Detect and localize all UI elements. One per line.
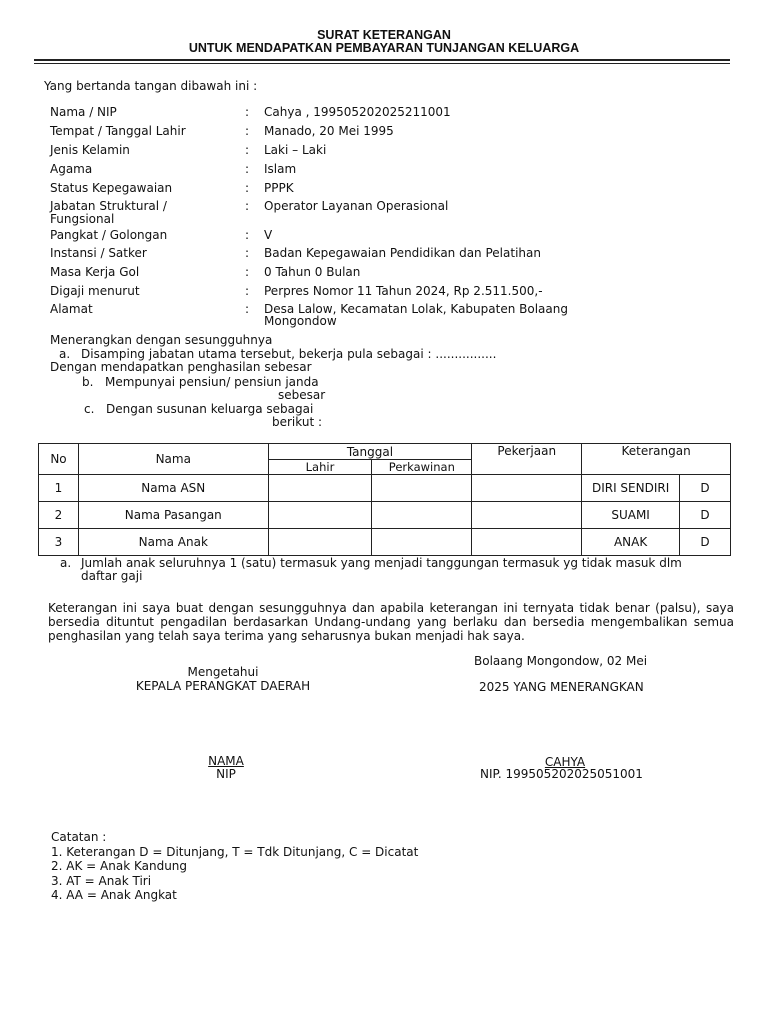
cell-no: 2 <box>39 502 79 529</box>
note-item: 4. AA = Anak Angkat <box>51 888 177 902</box>
cell-nama: Nama ASN <box>78 475 268 502</box>
statement-c-text-cont: berikut : <box>272 415 323 429</box>
signature-right-title: 2025 YANG MENERANGKAN <box>479 680 644 694</box>
cell-no: 1 <box>39 475 79 502</box>
header-rule-thick <box>34 59 730 61</box>
cell-kode: D <box>680 475 731 502</box>
field-label-masa-kerja: Masa Kerja Gol <box>50 265 140 279</box>
header-lahir: Lahir <box>268 460 372 475</box>
field-colon: : <box>245 265 250 279</box>
note-a-line1: Jumlah anak seluruhnya 1 (satu) termasuk yang menjadi tanggungan termasuk yg tidak masuk dlm <box>81 556 682 570</box>
statement-a-text: Disamping jabatan utama tersebut, bekerja pula sebagai : ................ <box>81 347 497 361</box>
note-item: 2. AK = Anak Kandung <box>51 859 188 873</box>
field-value-masa-kerja: 0 Tahun 0 Bulan <box>264 265 361 279</box>
field-label-jabatan: Jabatan Struktural / <box>50 199 167 213</box>
statement-c-text: Dengan susunan keluarga sebagai <box>106 402 314 416</box>
signature-right-name: CAHYA <box>544 755 586 769</box>
field-colon: : <box>245 181 250 195</box>
cell-kode: D <box>680 529 731 556</box>
field-colon: : <box>245 162 250 176</box>
field-value-digaji: Perpres Nomor 11 Tahun 2024, Rp 2.511.500,- <box>264 284 543 298</box>
document-subtitle: UNTUK MENDAPATKAN PEMBAYARAN TUNJANGAN KELUARGA <box>188 41 580 55</box>
header-tanggal: Tanggal <box>268 444 472 460</box>
field-value-agama: Islam <box>264 162 297 176</box>
cell-perkawinan <box>372 529 472 556</box>
statement-b-text-cont: sebesar <box>278 388 326 402</box>
signature-right-nip: NIP. 199505202025051001 <box>480 767 643 781</box>
header-rule-thin <box>34 63 730 64</box>
field-value-jenis-kelamin: Laki – Laki <box>264 143 327 157</box>
header-pekerjaan: Pekerjaan <box>472 444 582 475</box>
table-row <box>39 475 731 502</box>
field-colon: : <box>245 105 250 119</box>
field-value-jabatan: Operator Layanan Operasional <box>264 199 449 213</box>
header-no: No <box>39 444 79 475</box>
field-label-jenis-kelamin: Jenis Kelamin <box>50 143 130 157</box>
statement-a-marker: a. <box>59 347 71 361</box>
field-label-jabatan-cont: Fungsional <box>50 212 115 226</box>
header-keterangan: Keterangan <box>582 444 731 475</box>
field-colon: : <box>245 228 250 242</box>
signature-left-name: NAMA <box>208 754 244 768</box>
signature-place-date: Bolaang Mongondow, 02 Mei <box>474 654 648 668</box>
field-value-ttl: Manado, 20 Mei 1995 <box>264 124 394 138</box>
field-label-nama-nip: Nama / NIP <box>50 105 117 119</box>
field-value-status: PPPK <box>264 181 294 195</box>
cell-nama: Nama Anak <box>78 529 268 556</box>
header-perkawinan: Perkawinan <box>372 460 472 475</box>
table-row <box>39 502 731 529</box>
field-colon: : <box>245 284 250 298</box>
signature-left-title: KEPALA PERANGKAT DAERAH <box>135 679 311 693</box>
statement-b-marker: b. <box>82 375 94 389</box>
cell-keterangan: SUAMI <box>582 502 680 529</box>
note-item: 3. AT = Anak Tiri <box>51 874 152 888</box>
field-label-digaji: Digaji menurut <box>50 284 140 298</box>
family-table <box>38 443 731 556</box>
field-label-pangkat: Pangkat / Golongan <box>50 228 168 242</box>
field-colon: : <box>245 302 250 316</box>
field-value-instansi: Badan Kepegawaian Pendidikan dan Pelatihan <box>264 246 541 260</box>
header-nama: Nama <box>78 444 268 475</box>
intro-text: Yang bertanda tangan dibawah ini : <box>44 79 258 93</box>
field-colon: : <box>245 124 250 138</box>
notes-title: Catatan : <box>51 830 107 844</box>
field-colon: : <box>245 143 250 157</box>
statement-b-text: Mempunyai pensiun/ pensiun janda <box>105 375 319 389</box>
statement-line1: Menerangkan dengan sesungguhnya <box>50 333 273 347</box>
cell-kode: D <box>680 502 731 529</box>
field-label-ttl: Tempat / Tanggal Lahir <box>50 124 186 138</box>
signature-left-nip: NIP <box>216 767 236 781</box>
cell-lahir <box>268 529 372 556</box>
document-title: SURAT KETERANGAN <box>317 28 451 42</box>
cell-keterangan: ANAK <box>582 529 680 556</box>
declaration-paragraph: Keterangan ini saya buat dengan sesungguhnya dan apabila keterangan ini ternyata tidak benar (palsu), saya bersedia dituntut pengadilan berdasarkan Undang-undang yang berlaku dan bersedia mengembalikan semua penghasilan yang telah saya terima yang seharusnya bukan menjadi hak saya. <box>48 601 734 643</box>
cell-pekerjaan <box>472 475 582 502</box>
field-value-nama-nip: Cahya , 199505202025211001 <box>264 105 451 119</box>
cell-pekerjaan <box>472 502 582 529</box>
field-colon: : <box>245 246 250 260</box>
field-label-agama: Agama <box>50 162 93 176</box>
cell-lahir <box>268 502 372 529</box>
cell-nama: Nama Pasangan <box>78 502 268 529</box>
table-row <box>39 529 731 556</box>
cell-perkawinan <box>372 502 472 529</box>
statement-line2: Dengan mendapatkan penghasilan sebesar <box>50 360 312 374</box>
cell-lahir <box>268 475 372 502</box>
field-value-alamat-cont: Mongondow <box>264 314 337 328</box>
note-a-marker: a. <box>60 556 72 570</box>
field-label-instansi: Instansi / Satker <box>50 246 147 260</box>
field-label-alamat: Alamat <box>50 302 93 316</box>
cell-pekerjaan <box>472 529 582 556</box>
cell-perkawinan <box>372 475 472 502</box>
signature-left-mengetahui: Mengetahui <box>187 665 259 679</box>
field-value-alamat: Desa Lalow, Kecamatan Lolak, Kabupaten Bolaang <box>264 302 568 316</box>
statement-c-marker: c. <box>84 402 95 416</box>
field-value-pangkat: V <box>264 228 273 242</box>
cell-keterangan: DIRI SENDIRI <box>582 475 680 502</box>
note-item: 1. Keterangan D = Ditunjang, T = Tdk Ditunjang, C = Dicatat <box>51 845 419 859</box>
field-colon: : <box>245 199 250 213</box>
note-a-line2: daftar gaji <box>81 569 143 583</box>
field-label-status: Status Kepegawaian <box>50 181 173 195</box>
cell-no: 3 <box>39 529 79 556</box>
